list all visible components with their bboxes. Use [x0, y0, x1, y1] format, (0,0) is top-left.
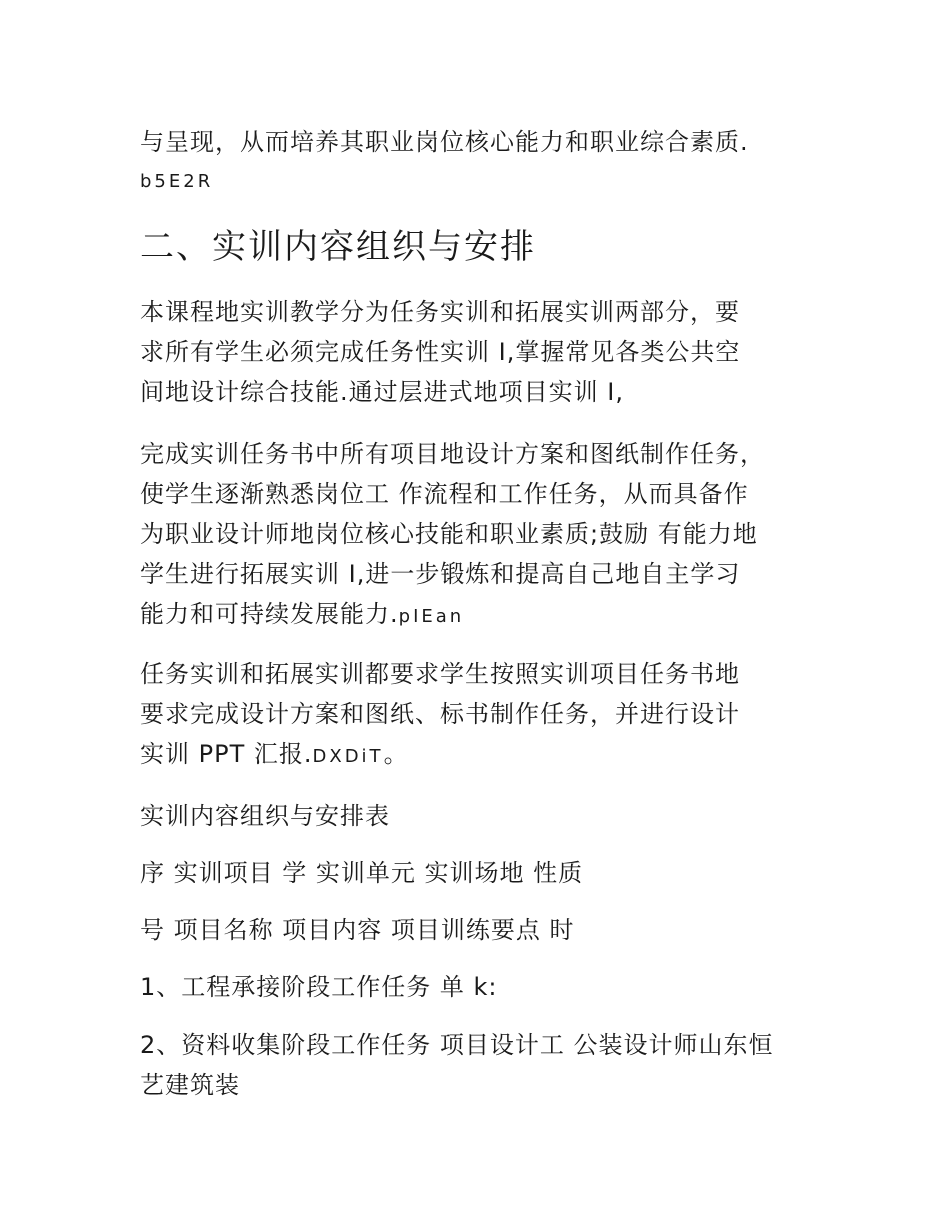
- text-line: [140, 734, 820, 774]
- paragraph-training-overview: [140, 292, 820, 412]
- code-fragment: pIEan: [398, 606, 465, 627]
- text-line: 间地设计综合技能.通过层进式地项目实训 I,: [140, 378, 624, 406]
- text-line: 为职业设计师地岗位核心技能和职业素质;鼓励 有能力地: [140, 520, 758, 548]
- section-heading: 二、实训内容组织与安排: [140, 227, 536, 267]
- text-line: 本课程地实训教学分为任务实训和拓展实训两部分，要: [140, 298, 740, 326]
- code-fragment: DXDiT: [312, 746, 384, 767]
- text-line: [140, 594, 820, 634]
- table-row-1: 1、工程承接阶段工作任务 单 k:: [140, 973, 498, 1001]
- table-title: 实训内容组织与安排表: [140, 802, 390, 830]
- table-header-row-1: 序 实训项目 学 实训单元 实训场地 性质: [140, 859, 584, 887]
- paragraph-training-requirements: [140, 654, 820, 774]
- table-row-2: [140, 1025, 820, 1105]
- text-line: 求所有学生必须完成任务性实训 I,掌握常见各类公共空: [140, 338, 741, 366]
- text-line: 任务实训和拓展实训都要求学生按照实训项目任务书地: [140, 660, 740, 688]
- table-header-row-2: 号 项目名称 项目内容 项目训练要点 时: [140, 916, 575, 944]
- code-fragment: b5E2R: [140, 171, 214, 192]
- paragraph-training-goals: [140, 434, 820, 634]
- text-line: 要求完成设计方案和图纸、标书制作任务，并进行设计: [140, 700, 740, 728]
- text-line: 完成实训任务书中所有项目地设计方案和图纸制作任务，: [140, 440, 765, 468]
- intro-paragraph-end: [140, 122, 820, 202]
- text-segment: 实训 PPT 汇报.: [140, 740, 313, 768]
- text-segment: 能力和可持续发展能力.: [140, 600, 399, 628]
- text-line: 学生进行拓展实训 I,进一步锻炼和提高自己地自主学习: [140, 560, 741, 588]
- text-line: 2、资料收集阶段工作任务 项目设计工 公装设计师山东恒: [140, 1031, 774, 1059]
- text-line: 与呈现，从而培养其职业岗位核心能力和职业综合素质.: [140, 128, 749, 156]
- text-line: 使学生逐渐熟悉岗位工 作流程和工作任务，从而具备作: [140, 480, 749, 508]
- text-line: 艺建筑装: [140, 1071, 240, 1099]
- text-segment: 。: [383, 740, 409, 768]
